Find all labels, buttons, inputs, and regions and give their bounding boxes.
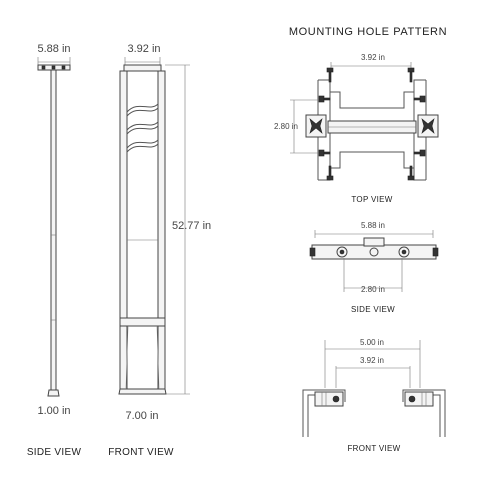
top-view-horizontal-dimension: 3.92 in <box>360 53 386 62</box>
pattern-front-view <box>303 338 445 453</box>
front-view-cross-plate <box>120 318 165 326</box>
front-view-top-bracket <box>124 65 161 71</box>
side-view-bottom-dimension: 1.00 in <box>37 405 71 417</box>
side-view-caption: SIDE VIEW <box>26 447 82 458</box>
top-view-caption: TOP VIEW <box>351 195 393 204</box>
pattern-front-outer-dimension: 5.00 in <box>359 338 385 347</box>
pattern-front-right-clamp <box>403 390 445 437</box>
pattern-front-inner-dimension: 3.92 in <box>359 356 385 365</box>
pattern-side-view <box>310 221 438 314</box>
side-view-base <box>48 390 59 396</box>
pattern-top-view <box>274 53 438 204</box>
top-view-vertical-dimension: 2.80 in <box>273 122 299 131</box>
pattern-title: MOUNTING HOLE PATTERN <box>288 26 448 38</box>
side-view-pole <box>51 70 56 390</box>
front-view-bottom-dimension: 7.00 in <box>125 410 159 422</box>
top-view-bolt <box>414 96 425 102</box>
top-view-bolt <box>408 68 414 82</box>
front-view-top-dimension: 3.92 in <box>127 43 161 55</box>
top-view-bolt <box>319 96 330 102</box>
front-view-base <box>119 389 166 394</box>
side-view-top-dimension: 5.88 in <box>37 43 71 55</box>
front-view-drawing <box>108 43 211 458</box>
side-view-drawing <box>27 43 82 458</box>
pattern-side-center-hole <box>370 248 378 256</box>
pattern-side-overall-dimension: 5.88 in <box>360 221 386 230</box>
pattern-side-caption: SIDE VIEW <box>350 305 396 314</box>
pattern-side-hole-dimension: 2.80 in <box>360 285 386 294</box>
top-view-bolt <box>319 150 330 156</box>
front-view-left-upright <box>120 71 127 389</box>
front-view-height-dimension: 52.77 in <box>172 220 212 232</box>
front-view-right-upright <box>158 71 165 389</box>
front-view-caption: FRONT VIEW <box>108 447 174 458</box>
pattern-front-caption: FRONT VIEW <box>347 444 401 453</box>
pattern-front-left-clamp <box>303 390 345 437</box>
top-view-bolt <box>414 150 425 156</box>
